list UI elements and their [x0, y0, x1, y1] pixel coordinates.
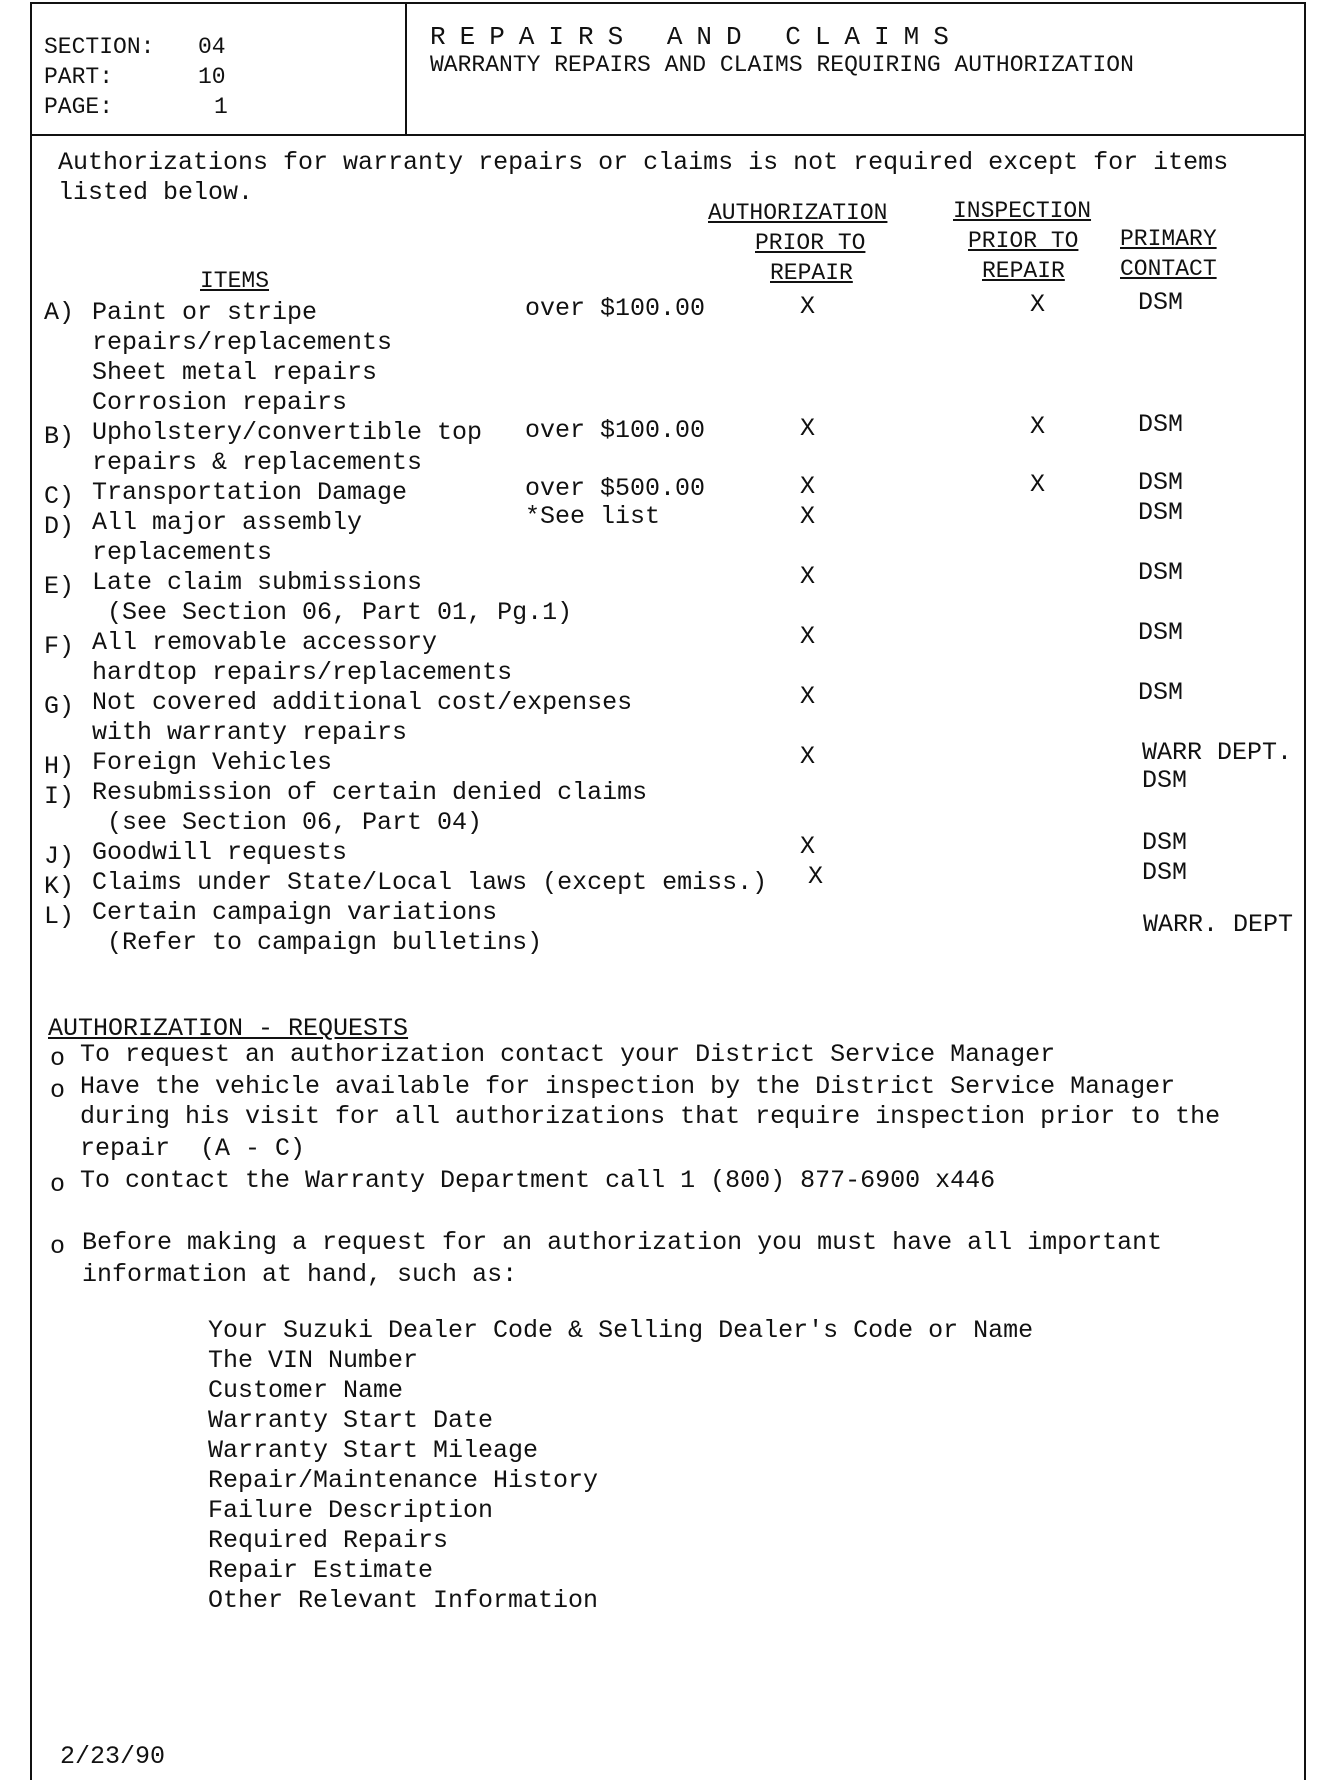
item-line: (see Section 06, Part 04) [92, 808, 483, 837]
document-subtitle: WARRANTY REPAIRS AND CLAIMS REQUIRING AUTHORIZATION [430, 52, 1134, 78]
item-line: (See Section 06, Part 01, Pg.1) [92, 598, 573, 627]
item-letter: F) [44, 632, 75, 661]
bullet: o [50, 1232, 66, 1261]
document-title: REPAIRS AND CLAIMS [430, 22, 963, 52]
footer-date: 2/23/90 [60, 1742, 166, 1771]
primary-contact: DSM [1138, 410, 1184, 439]
primary-contact: DSM [1138, 288, 1184, 317]
item-threshold: over $100.00 [525, 294, 706, 323]
col-contact-line-1: PRIMARY [1120, 226, 1217, 252]
item-line: Upholstery/convertible top [92, 418, 483, 447]
item-line: Not covered additional cost/expenses [92, 688, 633, 717]
part-label: PART: [44, 64, 114, 90]
auth-mark: X [800, 682, 816, 711]
info-list-item: Required Repairs [208, 1526, 449, 1555]
auth-mark: X [800, 292, 816, 321]
request-bullet-2-line-2: during his visit for all authorizations that require inspection prior to the [80, 1102, 1221, 1131]
col-contact-line-2: CONTACT [1120, 256, 1217, 282]
header-column-divider [405, 2, 407, 134]
item-line: Paint or stripe [92, 298, 318, 327]
request-bullet-1: To request an authorization contact your District Service Manager [80, 1040, 1056, 1069]
info-list-item: Repair/Maintenance History [208, 1466, 599, 1495]
col-auth-line-1: AUTHORIZATION [708, 200, 888, 226]
auth-mark: X [808, 862, 824, 891]
auth-mark: X [800, 414, 816, 443]
request-bullet-3: To contact the Warranty Department call 1 (800) 877-6900 x446 [80, 1166, 996, 1195]
item-threshold: over $500.00 [525, 474, 706, 503]
primary-contact: DSM [1142, 828, 1188, 857]
insp-mark: X [1030, 412, 1046, 441]
col-insp-line-1: INSPECTION [953, 198, 1092, 224]
primary-contact: WARR DEPT. [1142, 738, 1293, 767]
info-list-item: Your Suzuki Dealer Code & Selling Dealer's Code or Name [208, 1316, 1034, 1345]
item-threshold: over $100.00 [525, 416, 706, 445]
item-letter: I) [44, 782, 75, 811]
bullet: o [50, 1170, 66, 1199]
header-divider [30, 134, 1306, 136]
info-list-item: Warranty Start Date [208, 1406, 494, 1435]
item-letter: H) [44, 752, 75, 781]
insp-mark: X [1030, 470, 1046, 499]
item-line: Resubmission of certain denied claims [92, 778, 648, 807]
item-line: Certain campaign variations [92, 898, 498, 927]
section-label: SECTION: [44, 34, 155, 60]
col-auth-line-2: PRIOR TO [755, 230, 866, 256]
primary-contact: DSM [1138, 678, 1184, 707]
item-letter: A) [44, 298, 75, 327]
intro-line-1: Authorizations for warranty repairs or claims is not required except for items [58, 148, 1229, 177]
item-line: (Refer to campaign bulletins) [92, 928, 543, 957]
request-bullet-2-line-1: Have the vehicle available for inspection by the District Service Manager [80, 1072, 1176, 1101]
primary-contact: DSM [1138, 498, 1184, 527]
request-bullet-2-line-3: repair (A - C) [80, 1134, 306, 1163]
item-letter: G) [44, 692, 75, 721]
item-threshold: *See list [525, 502, 661, 531]
part-value: 10 [198, 64, 226, 90]
primary-contact: DSM [1138, 558, 1184, 587]
info-list-item: Other Relevant Information [208, 1586, 599, 1615]
auth-mark: X [800, 562, 816, 591]
item-letter: K) [44, 872, 75, 901]
info-list-item: Repair Estimate [208, 1556, 434, 1585]
col-insp-line-3: REPAIR [982, 258, 1065, 284]
info-list-item: Warranty Start Mileage [208, 1436, 539, 1465]
auth-mark: X [800, 502, 816, 531]
request-bullet-4-line-1: Before making a request for an authorization you must have all important [82, 1228, 1163, 1257]
item-line: with warranty repairs [92, 718, 408, 747]
primary-contact: DSM [1142, 766, 1188, 795]
request-bullet-4-line-2: information at hand, such as: [82, 1260, 518, 1289]
item-line: repairs/replacements [92, 328, 393, 357]
item-letter: J) [44, 842, 75, 871]
item-line: replacements [92, 538, 273, 567]
item-line: Transportation Damage [92, 478, 408, 507]
col-insp-line-2: PRIOR TO [968, 228, 1079, 254]
primary-contact: DSM [1138, 618, 1184, 647]
bullet: o [50, 1044, 66, 1073]
item-line: Claims under State/Local laws (except emiss.) [92, 868, 768, 897]
insp-mark: X [1030, 290, 1046, 319]
auth-mark: X [800, 622, 816, 651]
item-letter: E) [44, 572, 75, 601]
item-line: hardtop repairs/replacements [92, 658, 513, 687]
bullet: o [50, 1076, 66, 1105]
info-list-item: Customer Name [208, 1376, 404, 1405]
item-letter: L) [44, 902, 75, 931]
col-auth-line-3: REPAIR [770, 260, 853, 286]
item-line: Sheet metal repairs [92, 358, 378, 387]
intro-line-2: listed below. [58, 178, 254, 207]
item-line: Corrosion repairs [92, 388, 348, 417]
auth-mark: X [800, 472, 816, 501]
item-line: Goodwill requests [92, 838, 348, 867]
item-line: Foreign Vehicles [92, 748, 333, 777]
item-letter: B) [44, 422, 75, 451]
item-letter: D) [44, 512, 75, 541]
item-line: All major assembly [92, 508, 363, 537]
item-line: All removable accessory [92, 628, 438, 657]
auth-mark: X [800, 832, 816, 861]
primary-contact: DSM [1142, 858, 1188, 887]
info-list-item: The VIN Number [208, 1346, 419, 1375]
primary-contact: WARR. DEPT [1143, 910, 1294, 939]
section-value: 04 [198, 34, 226, 60]
page-value: 1 [214, 94, 228, 120]
col-items: ITEMS [200, 268, 270, 294]
item-line: Late claim submissions [92, 568, 423, 597]
info-list-item: Failure Description [208, 1496, 494, 1525]
primary-contact: DSM [1138, 468, 1184, 497]
page-label: PAGE: [44, 94, 114, 120]
requests-heading: AUTHORIZATION - REQUESTS [48, 1014, 409, 1043]
auth-mark: X [800, 742, 816, 771]
item-line: repairs & replacements [92, 448, 423, 477]
item-letter: C) [44, 482, 75, 511]
